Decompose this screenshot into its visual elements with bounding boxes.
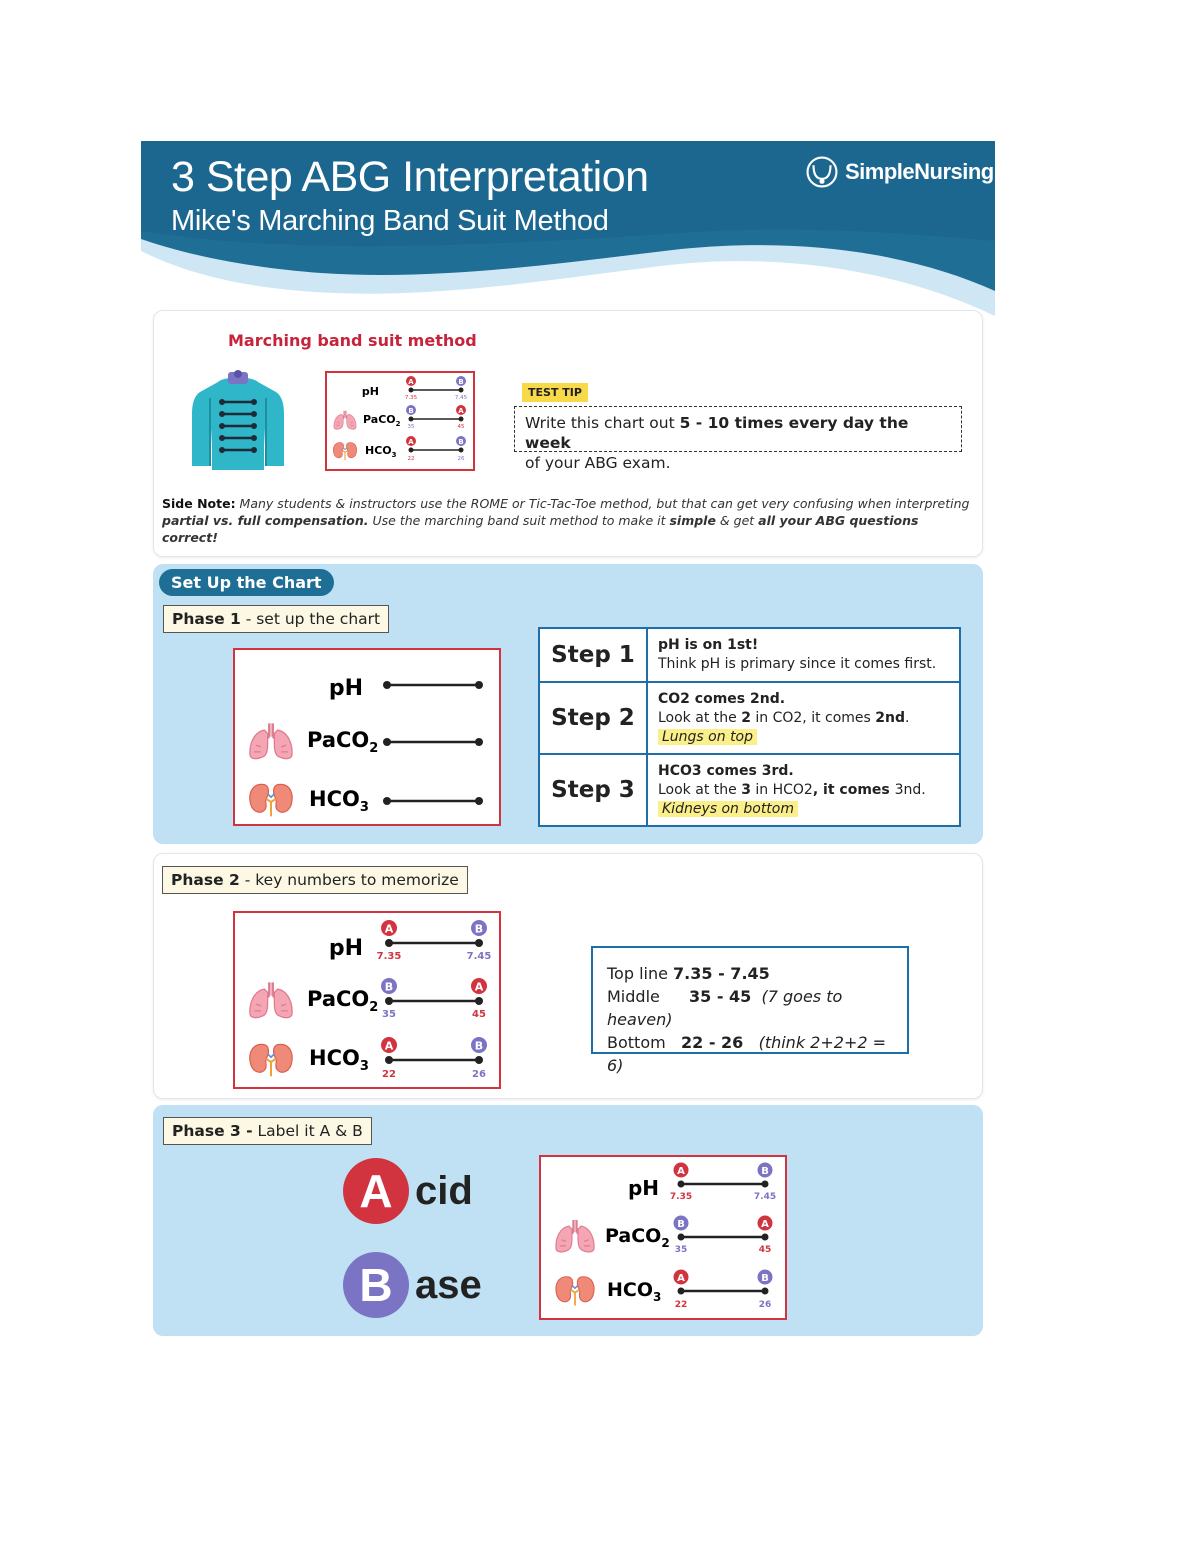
intro-section-title: Marching band suit method	[228, 331, 477, 350]
mini-paco2-label: PaCO$_2$	[363, 413, 401, 428]
p2-ph-b-badge: B	[474, 922, 484, 936]
base-letter-circle: B	[343, 1252, 409, 1318]
p2-co2-high: 45	[472, 1009, 486, 1020]
phase1-chart-graphic	[235, 650, 499, 824]
mini-abg-chart	[325, 371, 475, 471]
p3-hco3-label: $HCO_3$	[607, 1279, 662, 1304]
mini-hco3-label: $HCO_3$	[365, 444, 397, 459]
mini-ph-low: 7.35	[404, 395, 418, 401]
side-note-bold-3: all your ABG questions correct!	[162, 513, 919, 545]
mini-hco3-a-badge: A	[408, 438, 414, 446]
marching-jacket-icon	[188, 368, 288, 472]
brand-logo	[805, 155, 994, 189]
test-tip-badge: TEST TIP	[522, 383, 588, 402]
key-top-line: Top line 7.35 - 7.45	[607, 964, 770, 983]
side-note	[162, 495, 978, 546]
test-tip-box	[514, 406, 962, 472]
p2-hco3-a-badge: A	[384, 1039, 394, 1053]
p3-co2-a-badge: A	[761, 1219, 769, 1230]
header-banner	[141, 141, 995, 316]
p3-lungs-icon	[556, 1220, 594, 1252]
p1-lungs-icon	[250, 723, 292, 758]
step-row	[539, 682, 960, 754]
mini-ph-b-badge: B	[458, 378, 464, 386]
p3-ph-a-badge: A	[677, 1166, 685, 1177]
tip-text-end: of your ABG exam.	[525, 454, 671, 472]
phase3-label-text: Label it A & B	[252, 1122, 363, 1140]
side-note-lead: Side Note:	[162, 496, 236, 511]
phase1-label-bold: Phase 1	[172, 610, 241, 628]
step-1-name: Step 1	[539, 628, 647, 682]
p3-hco3-low: 22	[674, 1300, 688, 1310]
side-note-text-3: & get	[715, 513, 759, 528]
phase3-chart-graphic	[541, 1157, 785, 1318]
p3-kidneys-icon	[556, 1277, 594, 1306]
phase1-chart	[233, 648, 501, 826]
p1-kidneys-icon	[250, 784, 292, 816]
p3-hco3-high: 26	[758, 1300, 772, 1310]
phase2-label-text: - key numbers to memorize	[239, 871, 459, 889]
p3-co2-high: 45	[758, 1245, 772, 1255]
intro-panel	[153, 310, 983, 557]
phase1-label-text: - set up the chart	[240, 610, 381, 628]
steps-table	[538, 627, 961, 827]
p2-paco2-label: PaCO$_2$	[307, 987, 379, 1015]
side-note-bold-1: partial vs. full compensation.	[162, 513, 369, 528]
phase3-label	[163, 1117, 372, 1145]
p2-hco3-label: $HCO_3$	[309, 1046, 369, 1074]
p3-ph-b-badge: B	[761, 1166, 769, 1177]
p3-paco2-label: PaCO$_2$	[605, 1225, 670, 1250]
tip-text-start: Write this chart out	[525, 414, 680, 432]
key-bottom-line: Bottom 22 - 26 (think 2+2+2 = 6)	[607, 1033, 887, 1075]
step-1-head: pH is on 1st!	[658, 637, 759, 653]
p3-ph-low: 7.35	[669, 1192, 693, 1202]
mini-co2-high: 45	[457, 424, 465, 430]
phase2-panel	[153, 853, 983, 1099]
step-3-desc	[647, 754, 960, 826]
step-1-desc	[647, 628, 960, 682]
mini-hco3-low: 22	[407, 456, 415, 462]
step-2-name: Step 2	[539, 682, 647, 754]
setup-pill: Set Up the Chart	[159, 569, 334, 596]
p3-ph-label: pH	[627, 1176, 659, 1200]
step-row	[539, 754, 960, 826]
phase3-panel	[153, 1105, 983, 1336]
mini-hco3-b-badge: B	[458, 438, 464, 446]
step-3-name: Step 3	[539, 754, 647, 826]
phase3-chart	[539, 1155, 787, 1320]
mini-chart-graphic	[327, 373, 473, 469]
step-3-head: HCO3 comes 3rd.	[658, 762, 794, 779]
acid-word	[343, 1158, 473, 1224]
step-2-desc	[647, 682, 960, 754]
p2-co2-b-badge: B	[384, 980, 394, 994]
key-numbers-box	[591, 946, 909, 1075]
brand-name: SimpleNursing	[845, 159, 994, 184]
p2-hco3-high: 26	[472, 1069, 486, 1080]
mini-hco3-high: 26	[457, 456, 465, 462]
p3-hco3-b-badge: B	[761, 1273, 769, 1284]
mini-ph-label: pH	[361, 385, 379, 398]
step-1-line: Think pH is primary since it comes first.	[658, 656, 937, 672]
mini-kidneys-icon	[333, 443, 356, 461]
acid-word-rest: cid	[415, 1168, 473, 1213]
mini-co2-low: 35	[407, 424, 415, 430]
p2-ph-label: pH	[328, 936, 363, 961]
key-middle-line: Middle 35 - 45 (7 goes to heaven)	[607, 987, 843, 1029]
p3-ph-high: 7.45	[753, 1192, 777, 1202]
base-word	[343, 1252, 482, 1318]
p3-hco3-a-badge: A	[677, 1273, 685, 1284]
p2-ph-a-badge: A	[384, 922, 394, 936]
phase2-chart	[233, 911, 501, 1089]
side-note-text-1: Many students & instructors use the ROME or Tic-Tac-Toe method, but that can get very confusing when interpreting	[235, 496, 970, 511]
p2-ph-low: 7.35	[376, 951, 402, 962]
stethoscope-icon	[805, 155, 839, 189]
setup-panel	[153, 564, 983, 844]
p1-hco3-label: $HCO_3$	[309, 787, 369, 815]
base-word-rest: ase	[415, 1262, 482, 1307]
p1-paco2-label: PaCO$_2$	[307, 728, 379, 756]
phase3-label-bold: Phase 3 -	[172, 1122, 253, 1140]
p2-co2-low: 35	[382, 1009, 396, 1020]
infographic-sheet	[141, 141, 995, 1347]
p3-co2-low: 35	[674, 1245, 688, 1255]
phase1-label	[163, 605, 389, 633]
p2-hco3-low: 22	[382, 1069, 396, 1080]
tip-text-bold: 5 - 10 times every day the week	[525, 414, 909, 452]
phase2-label	[162, 866, 468, 894]
side-note-text-2: Use the marching band suit method to make it	[368, 513, 670, 528]
p2-co2-a-badge: A	[474, 980, 484, 994]
p2-kidneys-icon	[250, 1044, 292, 1076]
phase2-label-bold: Phase 2	[171, 871, 240, 889]
p2-hco3-b-badge: B	[474, 1039, 484, 1053]
step-2-highlight: Lungs on top	[658, 729, 757, 745]
p3-co2-b-badge: B	[677, 1219, 685, 1230]
mini-ph-high: 7.45	[454, 395, 468, 401]
mini-co2-b-badge: B	[408, 407, 414, 415]
acid-letter-circle: A	[343, 1158, 409, 1224]
page-title: 3 Step ABG Interpretation	[171, 153, 649, 201]
mini-lungs-icon	[334, 411, 356, 430]
p1-ph-label: pH	[328, 676, 363, 701]
p2-lungs-icon	[250, 982, 292, 1017]
page-subtitle: Mike's Marching Band Suit Method	[171, 205, 609, 237]
step-2-head: CO2 comes 2nd.	[658, 690, 786, 707]
phase2-chart-graphic	[235, 913, 499, 1087]
mini-co2-a-badge: A	[458, 407, 464, 415]
p2-ph-high: 7.45	[466, 951, 492, 962]
side-note-bold-2: simple	[669, 513, 716, 528]
mini-ph-a-badge: A	[408, 378, 414, 386]
step-3-highlight: Kidneys on bottom	[658, 801, 798, 817]
step-row	[539, 628, 960, 682]
step-2-line: Look at the 2 in CO2, it comes 2nd.	[658, 709, 910, 726]
step-3-line: Look at the 3 in HCO2, it comes 3nd.	[658, 781, 926, 798]
